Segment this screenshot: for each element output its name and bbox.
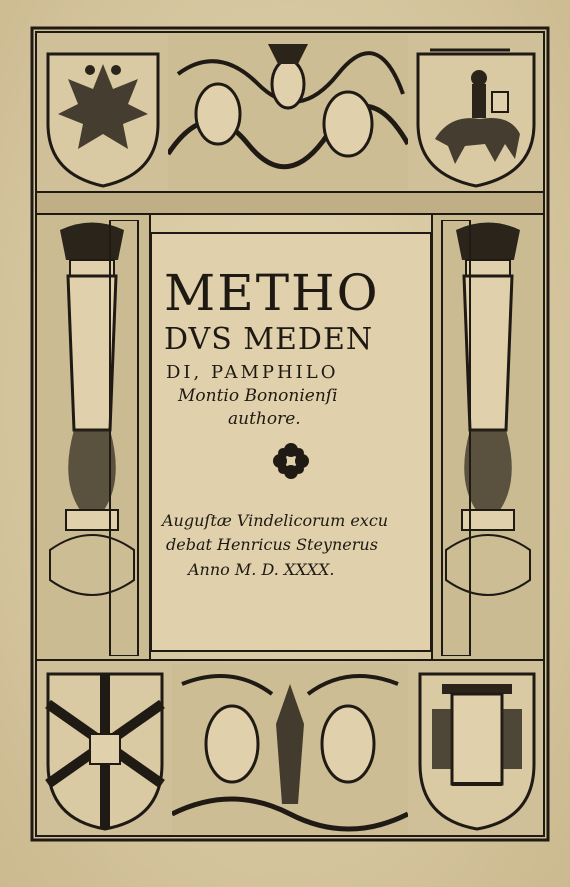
author-line-1: Montio Bononienſi: [178, 386, 338, 406]
author-line-2: authore.: [228, 409, 301, 429]
column-pillar-icon: [40, 220, 144, 656]
title-line-3: DI, PAMPHILO: [166, 362, 339, 383]
flower-fleuron-icon: [272, 442, 310, 480]
shield-crest-icon: [40, 664, 170, 834]
imprint-line-3: Anno M. D. XXXX.: [188, 560, 335, 579]
cherubs-foliage-icon: [168, 34, 408, 190]
eagle-crest-icon: [38, 34, 168, 190]
tower-crest-icon: [412, 664, 542, 834]
title-line-2: DVS MEDEN: [164, 322, 374, 357]
imprint-line-1: Auguſtæ Vindelicorum excu: [162, 511, 389, 530]
column-pillar-icon: [436, 220, 540, 656]
title-panel: [150, 232, 432, 652]
cherubs-vase-icon: [172, 664, 408, 834]
imprint-line-2: debat Henricus Steynerus: [166, 535, 378, 554]
knight-on-horse-icon: [410, 34, 542, 190]
title-line-1: METHO: [164, 264, 380, 322]
